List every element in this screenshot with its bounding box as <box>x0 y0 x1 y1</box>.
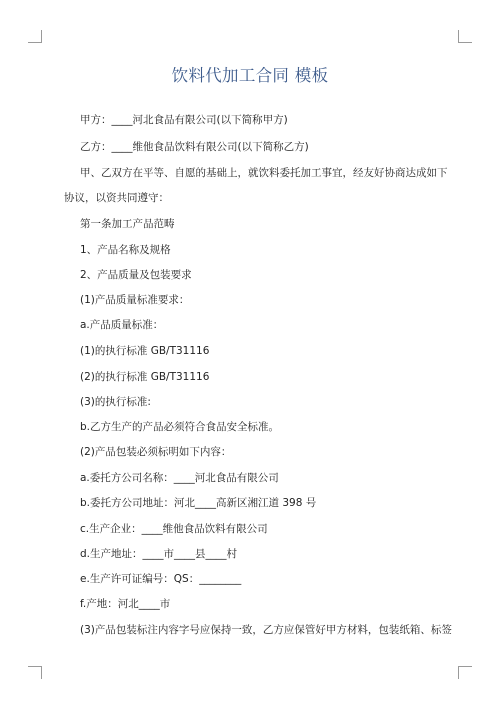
list-item: (1)产品质量标准要求： <box>80 294 190 306</box>
crop-mark-top-left <box>28 30 42 43</box>
list-item: e.生产许可证编号：QS：________ <box>80 573 242 585</box>
party-a-name: 河北食品有限公司(以下简称甲方) <box>132 114 288 126</box>
party-b-name: 维他食品饮料有限公司(以下简称乙方) <box>132 141 309 153</box>
list-item: (2)产品包装必须标明如下内容： <box>80 446 232 458</box>
list-item: (3)的执行标准: <box>80 396 151 408</box>
list-item: a.产品质量标准： <box>80 319 164 331</box>
party-b-line <box>80 140 309 154</box>
preamble-line-1: 甲、乙双方在平等、自愿的基础上，就饮料委托加工事宜，经友好协商达成如下 <box>80 167 448 179</box>
list-item: b.委托方公司地址：河北____高新区湘江道 398 号 <box>80 497 317 509</box>
crop-mark-top-right <box>458 30 472 43</box>
list-item: d.生产地址：____市____县____村 <box>80 548 238 560</box>
list-item: c.生产企业：____维他食品饮料有限公司 <box>80 523 268 535</box>
list-item: (2)的执行标准 GB/T31116 <box>80 371 210 383</box>
list-item: 1、产品名称及规格 <box>80 244 171 256</box>
article-1-heading: 第一条加工产品范畴 <box>80 218 175 230</box>
list-item: (1)的执行标准 GB/T31116 <box>80 345 210 357</box>
list-item: (3)产品包装标注内容字号应保持一致，乙方应保管好甲方材料，包装纸箱、标签 <box>80 624 452 636</box>
crop-mark-bottom-right <box>458 666 472 679</box>
list-item: a.委托方公司名称：____河北食品有限公司 <box>80 472 279 484</box>
party-a-label: 甲方： <box>80 114 112 126</box>
preamble-line-2: 协议，以资共同遵守： <box>64 192 169 204</box>
list-item: b.乙方生产的产品必须符合食品安全标准。 <box>80 421 280 433</box>
list-item: 2、产品质量及包装要求 <box>80 269 192 281</box>
crop-mark-bottom-left <box>28 666 42 679</box>
list-item: f.产地：河北____市 <box>80 598 171 610</box>
document-title: 饮料代加工合同 模板 <box>171 66 329 85</box>
party-b-blank: ____ <box>111 141 133 153</box>
party-a-line <box>80 113 288 127</box>
party-a-blank: ____ <box>111 114 133 126</box>
party-b-label: 乙方： <box>80 141 112 153</box>
